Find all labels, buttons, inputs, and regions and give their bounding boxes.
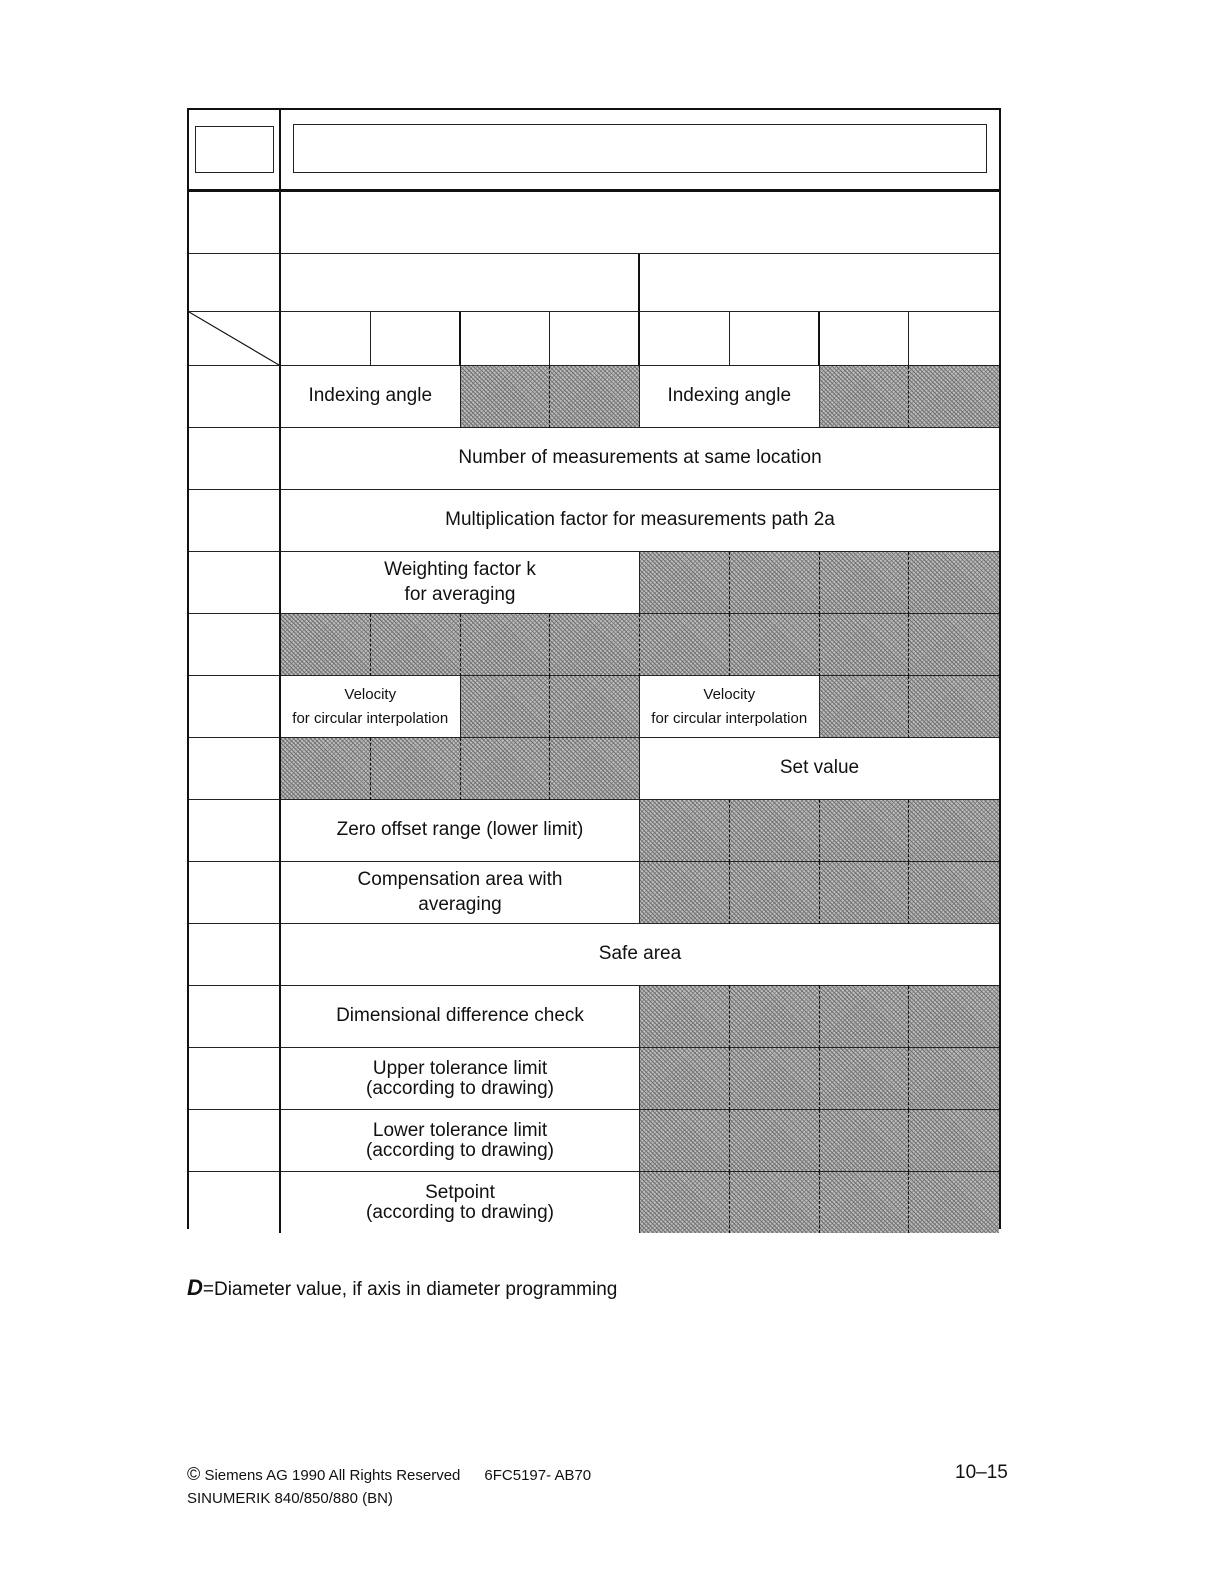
setpoint-line1: Setpoint xyxy=(425,1181,495,1203)
bit-header-cell xyxy=(730,312,820,366)
hatched-cell xyxy=(909,676,999,738)
hatched-cell xyxy=(281,614,371,676)
row-key-cell xyxy=(189,986,281,1048)
hatched-cell xyxy=(640,552,730,614)
blank-left-half-cell xyxy=(281,254,640,312)
bit-header-cell xyxy=(371,312,461,366)
diagonal-corner-cell xyxy=(189,312,281,366)
row-key-cell xyxy=(189,490,281,552)
velocity-left-line1: Velocity xyxy=(344,685,397,703)
hatched-cell xyxy=(640,986,730,1048)
row-key-cell xyxy=(189,738,281,800)
hatched-cell xyxy=(730,862,820,924)
row-key-cell xyxy=(189,552,281,614)
hatched-cell xyxy=(820,800,910,862)
footer-copyright-line xyxy=(187,1464,591,1485)
hatched-cell xyxy=(820,862,910,924)
bit-header-cell xyxy=(640,312,730,366)
weighting-factor-line2: for averaging xyxy=(404,583,516,605)
hatched-cell xyxy=(640,614,730,676)
velocity-right-line2: for circular interpolation xyxy=(651,709,808,727)
row-key-cell xyxy=(189,366,281,428)
diagonal-line xyxy=(189,312,279,365)
hatched-cell xyxy=(909,366,999,428)
dimensional-difference-check: Dimensional difference check xyxy=(281,986,640,1048)
hatched-cell xyxy=(730,1172,820,1233)
hatched-cell xyxy=(820,1172,910,1233)
diameter-note-text: =Diameter value, if axis in diameter programming xyxy=(202,1279,618,1300)
hatched-cell xyxy=(909,1048,999,1110)
diameter-note xyxy=(187,1275,617,1301)
order-number: 6FC5197- AB70 xyxy=(484,1467,592,1484)
hatched-cell xyxy=(640,862,730,924)
bit-header-cell xyxy=(550,312,640,366)
hatched-cell xyxy=(640,800,730,862)
hatched-cell xyxy=(820,1110,910,1172)
multiplication-factor: Multiplication factor for measurements path 2a xyxy=(281,490,999,552)
hatched-cell xyxy=(640,1110,730,1172)
bit-header-cell xyxy=(281,312,371,366)
row-key-cell xyxy=(189,192,281,254)
row-key-cell xyxy=(189,676,281,738)
header-key-box xyxy=(195,126,274,173)
hatched-cell xyxy=(640,1172,730,1233)
row-key-cell xyxy=(189,800,281,862)
hatched-cell xyxy=(909,986,999,1048)
header-key-cell xyxy=(189,110,281,192)
bit-header-cell xyxy=(461,312,551,366)
hatched-cell xyxy=(371,614,461,676)
hatched-cell xyxy=(909,1110,999,1172)
hatched-cell xyxy=(820,676,910,738)
blank-right-half-cell xyxy=(640,254,999,312)
set-value: Set value xyxy=(640,738,999,800)
compensation-line1: Compensation area with xyxy=(357,869,563,891)
indexing-angle-left: Indexing angle xyxy=(281,366,461,428)
hatched-cell xyxy=(909,800,999,862)
hatched-cell xyxy=(909,614,999,676)
hatched-cell xyxy=(730,614,820,676)
bit-header-cell xyxy=(909,312,999,366)
blank-full-cell xyxy=(281,192,999,254)
weighting-factor-line1: Weighting factor k xyxy=(384,559,536,581)
velocity-right-line1: Velocity xyxy=(703,685,756,703)
hatched-cell xyxy=(730,986,820,1048)
copyright-text: Siemens AG 1990 All Rights Reserved xyxy=(204,1467,461,1484)
velocity-left xyxy=(281,676,461,738)
hatched-cell xyxy=(550,366,640,428)
row-key-cell xyxy=(189,862,281,924)
hatched-cell xyxy=(730,1110,820,1172)
weighting-factor xyxy=(281,552,640,614)
lower-tolerance-line2: (according to drawing) xyxy=(366,1139,554,1161)
upper-tolerance-line2: (according to drawing) xyxy=(366,1077,554,1099)
indexing-angle-right: Indexing angle xyxy=(640,366,820,428)
hatched-cell xyxy=(820,1048,910,1110)
page-number: 10–15 xyxy=(955,1462,1008,1483)
hatched-cell xyxy=(730,800,820,862)
hatched-cell xyxy=(820,986,910,1048)
setpoint-line2: (according to drawing) xyxy=(366,1201,554,1223)
row-key-cell xyxy=(189,1172,281,1233)
hatched-cell xyxy=(820,552,910,614)
safe-area: Safe area xyxy=(281,924,999,986)
hatched-cell xyxy=(461,676,551,738)
compensation-line2: averaging xyxy=(418,893,502,915)
lower-tolerance-line1: Lower tolerance limit xyxy=(372,1119,548,1141)
zero-offset-range: Zero offset range (lower limit) xyxy=(281,800,640,862)
row-key-cell xyxy=(189,428,281,490)
upper-tolerance-limit xyxy=(281,1048,640,1110)
number-of-measurements: Number of measurements at same location xyxy=(281,428,999,490)
setpoint xyxy=(281,1172,640,1233)
row-key-cell xyxy=(189,1110,281,1172)
hatched-cell xyxy=(550,738,640,800)
footer-product: SINUMERIK 840/850/880 (BN) xyxy=(187,1490,393,1507)
row-key-cell xyxy=(189,1048,281,1110)
hatched-cell xyxy=(461,614,551,676)
compensation-area xyxy=(281,862,640,924)
hatched-cell xyxy=(730,1048,820,1110)
hatched-cell xyxy=(909,552,999,614)
hatched-cell xyxy=(550,676,640,738)
lower-tolerance-limit xyxy=(281,1110,640,1172)
hatched-cell xyxy=(371,738,461,800)
hatched-cell xyxy=(461,366,551,428)
hatched-cell xyxy=(820,614,910,676)
row-key-cell xyxy=(189,614,281,676)
hatched-cell xyxy=(820,366,910,428)
row-key-cell xyxy=(189,924,281,986)
hatched-cell xyxy=(909,1172,999,1233)
header-title-box xyxy=(293,124,987,173)
copyright-symbol: © xyxy=(187,1464,201,1484)
hatched-cell xyxy=(909,862,999,924)
row-key-cell xyxy=(189,254,281,312)
hatched-cell xyxy=(640,1048,730,1110)
diameter-symbol: D xyxy=(187,1275,203,1300)
hatched-cell xyxy=(730,552,820,614)
hatched-cell xyxy=(550,614,640,676)
parameter-table xyxy=(187,108,1001,1229)
velocity-right xyxy=(640,676,820,738)
velocity-left-line2: for circular interpolation xyxy=(292,709,449,727)
header-title-cell xyxy=(281,110,999,192)
hatched-cell xyxy=(461,738,551,800)
upper-tolerance-line1: Upper tolerance limit xyxy=(372,1057,548,1079)
bit-header-cell xyxy=(820,312,910,366)
hatched-cell xyxy=(281,738,371,800)
